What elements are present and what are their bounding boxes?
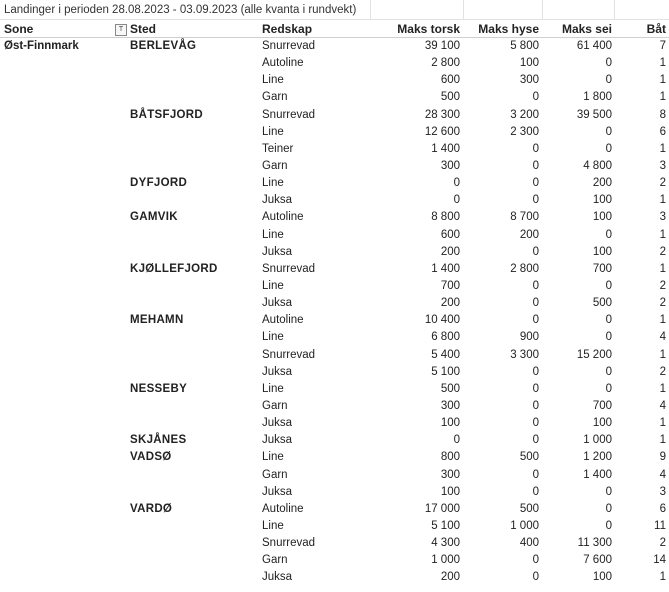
- table-row: [0, 415, 669, 432]
- cell-maks-hyse: 0: [532, 468, 539, 481]
- cell-maks-torsk: 100: [440, 485, 460, 498]
- cell-bat: 4: [659, 331, 666, 344]
- cell-maks-torsk: 39 100: [424, 40, 460, 52]
- table-row: [0, 72, 669, 89]
- cell-redskap: Autoline: [262, 502, 304, 515]
- cell-redskap: Juksa: [262, 485, 293, 498]
- cell-redskap: Juksa: [262, 245, 293, 258]
- cell-redskap: Snurrevad: [262, 348, 316, 361]
- cell-maks-hyse: 0: [532, 91, 539, 104]
- cell-maks-torsk: 5 100: [431, 519, 460, 532]
- cell-sted: KJØLLEFJORD: [130, 262, 218, 275]
- cell-maks-sei: 0: [605, 314, 612, 327]
- cell-maks-sei: 61 400: [576, 40, 612, 52]
- cell-maks-torsk: 600: [440, 228, 460, 241]
- cell-maks-sei: 4 800: [583, 159, 612, 172]
- cell-maks-hyse: 0: [532, 279, 539, 292]
- cell-redskap: Juksa: [262, 434, 293, 447]
- cell-maks-hyse: 0: [532, 245, 539, 258]
- cell-maks-sei: 0: [605, 74, 612, 87]
- gridline: [614, 0, 615, 20]
- cell-redskap: Line: [262, 279, 284, 292]
- table-row: [0, 398, 669, 415]
- cell-maks-sei: 0: [605, 331, 612, 344]
- cell-redskap: Line: [262, 382, 284, 395]
- cell-redskap: Snurrevad: [262, 108, 316, 121]
- table-row: [0, 381, 669, 398]
- table-row: [0, 552, 669, 569]
- cell-redskap: Autoline: [262, 211, 304, 224]
- cell-bat: 2: [659, 537, 666, 550]
- cell-maks-sei: 1 800: [583, 91, 612, 104]
- cell-maks-sei: 0: [605, 57, 612, 70]
- cell-maks-torsk: 800: [440, 451, 460, 464]
- cell-bat: 2: [659, 365, 666, 378]
- cell-maks-hyse: 0: [532, 399, 539, 412]
- cell-maks-hyse: 400: [519, 537, 539, 550]
- cell-maks-hyse: 500: [519, 451, 539, 464]
- cell-maks-torsk: 600: [440, 74, 460, 87]
- cell-bat: 1: [659, 228, 666, 241]
- cell-maks-torsk: 6 800: [431, 331, 460, 344]
- cell-maks-hyse: 0: [532, 177, 539, 190]
- cell-maks-hyse: 0: [532, 365, 539, 378]
- cell-bat: 1: [659, 434, 666, 447]
- cell-bat: 3: [659, 159, 666, 172]
- cell-maks-sei: 100: [592, 194, 612, 207]
- cell-bat: 1: [659, 57, 666, 70]
- table-row: [0, 141, 669, 158]
- cell-maks-hyse: 3 200: [510, 108, 539, 121]
- cell-maks-sei: 1 400: [583, 468, 612, 481]
- table-row: [0, 107, 669, 124]
- cell-maks-torsk: 200: [440, 297, 460, 310]
- cell-redskap: Garn: [262, 159, 288, 172]
- cell-redskap: Juksa: [262, 365, 293, 378]
- cell-redskap: Garn: [262, 91, 288, 104]
- cell-maks-hyse: 5 800: [510, 40, 539, 52]
- cell-maks-sei: 7 600: [583, 554, 612, 567]
- cell-bat: 14: [653, 554, 666, 567]
- table-row: [0, 535, 669, 552]
- cell-maks-torsk: 0: [453, 434, 460, 447]
- cell-maks-sei: 100: [592, 245, 612, 258]
- cell-bat: 3: [659, 211, 666, 224]
- table-row: [0, 192, 669, 209]
- cell-bat: 1: [659, 142, 666, 155]
- cell-sted: GAMVIK: [130, 211, 178, 224]
- cell-bat: 6: [659, 125, 666, 138]
- cell-bat: 1: [659, 194, 666, 207]
- table-row: [0, 295, 669, 312]
- cell-bat: 2: [659, 177, 666, 190]
- cell-redskap: Juksa: [262, 194, 293, 207]
- cell-maks-hyse: 500: [519, 502, 539, 515]
- table-row: [0, 227, 669, 244]
- cell-sted: VARDØ: [130, 502, 173, 515]
- table-row: [0, 364, 669, 381]
- table-row: [0, 124, 669, 141]
- cell-maks-torsk: 500: [440, 91, 460, 104]
- cell-bat: 4: [659, 468, 666, 481]
- cell-maks-hyse: 0: [532, 554, 539, 567]
- cell-redskap: Line: [262, 519, 284, 532]
- cell-maks-sei: 0: [605, 502, 612, 515]
- cell-maks-hyse: 0: [532, 159, 539, 172]
- table-row: [0, 244, 669, 261]
- cell-maks-hyse: 1 000: [510, 519, 539, 532]
- cell-bat: 2: [659, 245, 666, 258]
- cell-maks-hyse: 0: [532, 417, 539, 430]
- cell-maks-sei: 0: [605, 485, 612, 498]
- cell-maks-torsk: 500: [440, 382, 460, 395]
- cell-maks-torsk: 4 300: [431, 537, 460, 550]
- cell-maks-sei: 700: [592, 262, 612, 275]
- cell-bat: 11: [654, 519, 666, 532]
- cell-bat: 7: [659, 40, 666, 52]
- cell-maks-hyse: 100: [519, 57, 539, 70]
- gridline: [542, 0, 543, 20]
- cell-maks-torsk: 5 100: [431, 365, 460, 378]
- table-row: [0, 518, 669, 535]
- cell-redskap: Snurrevad: [262, 262, 316, 275]
- cell-bat: 1: [659, 91, 666, 104]
- cell-maks-hyse: 0: [532, 571, 539, 584]
- cell-redskap: Snurrevad: [262, 40, 316, 52]
- cell-bat: 2: [659, 279, 666, 292]
- cell-maks-hyse: 2 300: [510, 125, 539, 138]
- cell-maks-torsk: 700: [440, 279, 460, 292]
- table-row: [0, 209, 669, 226]
- cell-sted: BERLEVÅG: [130, 40, 197, 52]
- table-row: [0, 484, 669, 501]
- table-row: [0, 329, 669, 346]
- cell-maks-sei: 200: [592, 177, 612, 190]
- cell-maks-torsk: 1 400: [431, 142, 460, 155]
- cell-maks-torsk: 2 800: [431, 57, 460, 70]
- cell-redskap: Garn: [262, 468, 288, 481]
- cell-redskap: Juksa: [262, 571, 293, 584]
- cell-maks-sei: 1 200: [583, 451, 612, 464]
- cell-bat: 2: [659, 297, 666, 310]
- cell-maks-hyse: 0: [532, 194, 539, 207]
- table-row: [0, 467, 669, 484]
- cell-maks-torsk: 200: [440, 245, 460, 258]
- cell-maks-hyse: 2 800: [510, 262, 539, 275]
- cell-sted: MEHAMN: [130, 314, 184, 327]
- cell-bat: 8: [659, 108, 666, 121]
- cell-maks-sei: 100: [592, 417, 612, 430]
- table-row: [0, 175, 669, 192]
- column-header-row: [0, 20, 669, 38]
- cell-bat: 1: [659, 262, 666, 275]
- table-row: [0, 347, 669, 364]
- filter-icon[interactable]: T: [115, 24, 127, 36]
- report-title: Landinger i perioden 28.08.2023 - 03.09.2023 (alle kvanta i rundvekt): [0, 0, 371, 20]
- header-bat[interactable]: Båt: [646, 22, 666, 36]
- cell-bat: 1: [659, 348, 666, 361]
- cell-maks-sei: 39 500: [576, 108, 612, 121]
- cell-redskap: Line: [262, 125, 284, 138]
- cell-maks-hyse: 0: [532, 434, 539, 447]
- cell-maks-sei: 1 000: [583, 434, 612, 447]
- table-row: [0, 38, 669, 55]
- cell-bat: 1: [659, 417, 666, 430]
- cell-maks-sei: 0: [605, 228, 612, 241]
- table-row: [0, 312, 669, 329]
- cell-maks-torsk: 0: [453, 194, 460, 207]
- cell-maks-hyse: 0: [532, 142, 539, 155]
- header-sted[interactable]: Sted: [130, 22, 157, 36]
- cell-bat: 3: [659, 485, 666, 498]
- cell-maks-hyse: 0: [532, 485, 539, 498]
- cell-redskap: Autoline: [262, 314, 304, 327]
- cell-bat: 4: [659, 399, 666, 412]
- cell-bat: 1: [659, 74, 666, 87]
- cell-maks-torsk: 300: [440, 159, 460, 172]
- cell-bat: 1: [659, 314, 666, 327]
- cell-redskap: Garn: [262, 399, 288, 412]
- cell-bat: 6: [659, 502, 666, 515]
- table-row: [0, 55, 669, 72]
- cell-maks-torsk: 12 600: [424, 125, 460, 138]
- cell-maks-sei: 700: [592, 399, 612, 412]
- cell-maks-sei: 0: [605, 142, 612, 155]
- cell-redskap: Juksa: [262, 297, 293, 310]
- cell-maks-torsk: 28 300: [424, 108, 460, 121]
- cell-maks-torsk: 300: [440, 468, 460, 481]
- table-row: [0, 261, 669, 278]
- cell-bat: 9: [659, 451, 666, 464]
- cell-maks-hyse: 0: [532, 314, 539, 327]
- cell-sone: Øst-Finnmark: [4, 40, 79, 52]
- table-row: [0, 569, 669, 586]
- cell-maks-sei: 0: [605, 519, 612, 532]
- header-maks-torsk[interactable]: Maks torsk: [397, 22, 460, 36]
- header-maks-hyse[interactable]: Maks hyse: [478, 22, 539, 36]
- cell-maks-sei: 11 300: [577, 537, 612, 550]
- cell-maks-torsk: 8 800: [431, 211, 460, 224]
- cell-bat: 1: [659, 571, 666, 584]
- table-row: [0, 449, 669, 466]
- cell-maks-hyse: 0: [532, 297, 539, 310]
- cell-maks-torsk: 0: [453, 177, 460, 190]
- gridline: [463, 0, 464, 20]
- cell-maks-sei: 0: [605, 382, 612, 395]
- table-row: [0, 278, 669, 295]
- cell-maks-torsk: 100: [440, 417, 460, 430]
- cell-maks-torsk: 10 400: [424, 314, 460, 327]
- cell-redskap: Line: [262, 331, 284, 344]
- header-sone[interactable]: Sone: [4, 22, 34, 36]
- cell-maks-torsk: 5 400: [431, 348, 460, 361]
- cell-maks-torsk: 1 000: [431, 554, 460, 567]
- cell-sted: DYFJORD: [130, 177, 188, 190]
- cell-maks-hyse: 200: [519, 228, 539, 241]
- cell-maks-sei: 100: [592, 571, 612, 584]
- cell-maks-sei: 15 200: [576, 348, 612, 361]
- cell-maks-hyse: 900: [519, 331, 539, 344]
- cell-sted: NESSEBY: [130, 382, 188, 395]
- cell-sted: VADSØ: [130, 451, 172, 464]
- cell-sted: SKJÅNES: [130, 434, 187, 447]
- cell-redskap: Garn: [262, 554, 288, 567]
- cell-redskap: Snurrevad: [262, 537, 316, 550]
- cell-maks-torsk: 17 000: [424, 502, 460, 515]
- cell-maks-sei: 100: [592, 211, 612, 224]
- cell-maks-hyse: 300: [519, 74, 539, 87]
- cell-maks-hyse: 0: [532, 382, 539, 395]
- cell-redskap: Autoline: [262, 57, 304, 70]
- table-row: [0, 432, 669, 449]
- table-row: [0, 501, 669, 518]
- table-body: [0, 38, 669, 587]
- cell-redskap: Teiner: [262, 142, 294, 155]
- cell-maks-torsk: 1 400: [431, 262, 460, 275]
- table-row: [0, 158, 669, 175]
- cell-redskap: Line: [262, 228, 284, 241]
- table-row: [0, 89, 669, 106]
- cell-redskap: Line: [262, 177, 284, 190]
- cell-maks-hyse: 8 700: [510, 211, 539, 224]
- cell-redskap: Juksa: [262, 417, 293, 430]
- header-maks-sei[interactable]: Maks sei: [561, 22, 612, 36]
- cell-maks-hyse: 3 300: [510, 348, 539, 361]
- cell-maks-sei: 0: [605, 125, 612, 138]
- title-row: [0, 0, 669, 20]
- cell-maks-sei: 0: [605, 365, 612, 378]
- cell-maks-torsk: 300: [440, 399, 460, 412]
- cell-maks-sei: 500: [592, 297, 612, 310]
- cell-redskap: Line: [262, 74, 284, 87]
- cell-redskap: Line: [262, 451, 284, 464]
- cell-sted: BÅTSFJORD: [130, 108, 203, 121]
- cell-maks-sei: 0: [605, 279, 612, 292]
- header-redskap[interactable]: Redskap: [262, 22, 313, 36]
- cell-bat: 1: [659, 382, 666, 395]
- cell-maks-torsk: 200: [440, 571, 460, 584]
